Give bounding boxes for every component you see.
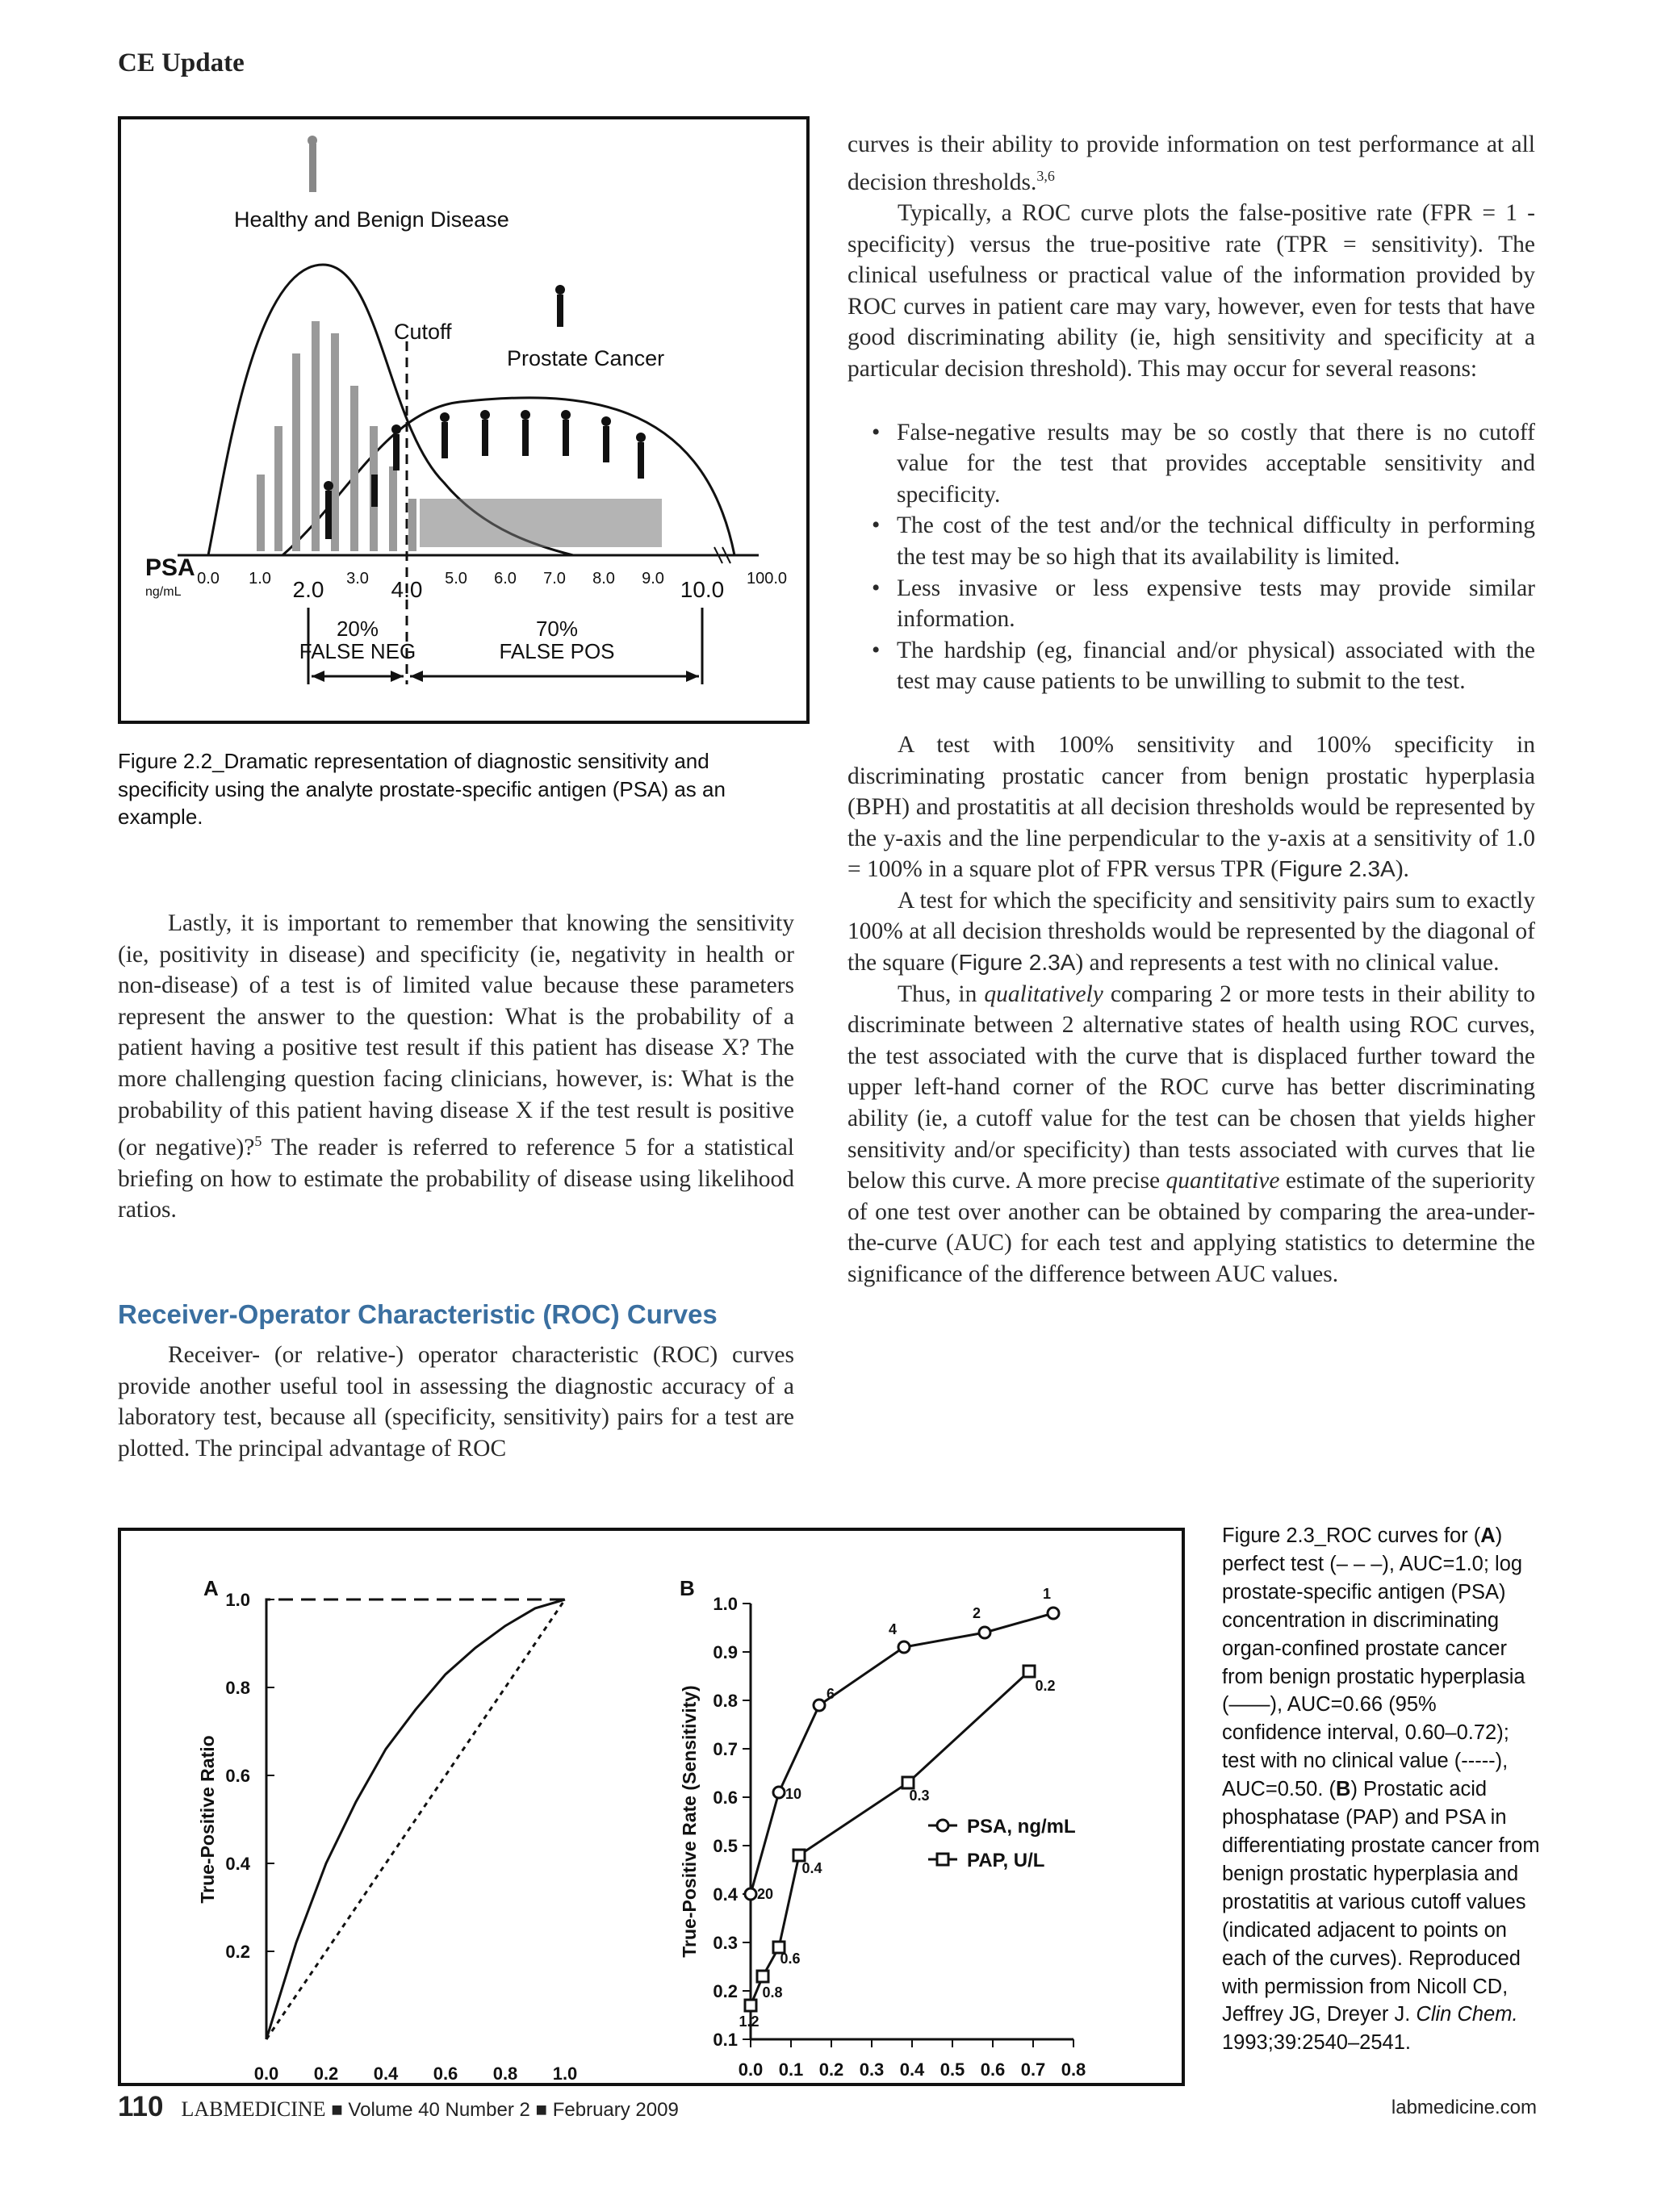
roc-section-heading: Receiver-Operator Characteristic (ROC) Curves <box>118 1299 718 1329</box>
healthy-person-icon <box>308 136 317 192</box>
tick-1: 1.0 <box>249 570 271 587</box>
tick-9: 9.0 <box>642 570 664 587</box>
cutoff-value-label: 10 <box>785 1786 802 1802</box>
svg-text:B: B <box>680 1576 695 1600</box>
right-paragraph-1: curves is their ability to provide information on test performance at all decision thresholds.$^{3,6}$ <box>847 132 1535 195</box>
cutoff-value-label: 4 <box>888 1621 898 1637</box>
panel-b-y-label: True-Positive Rate (Sensitivity) <box>679 1685 700 1958</box>
panel-b-x-tick-label: 0.0 <box>738 2059 764 2080</box>
pap-point <box>757 1971 768 1982</box>
panel-a-y-tick-label: 0.8 <box>225 1678 250 1698</box>
pap-point <box>745 2000 756 2011</box>
right-paragraph-4: A test for which the specificity and sensitivity pairs sum to exactly 100% at all decision thresholds would be represented by the diagonal of the square (Figure 2.3A) and represents a test with no clinical value. <box>847 887 1535 976</box>
psa-point <box>898 1641 910 1653</box>
legend-marker <box>937 1820 948 1831</box>
psa-point <box>814 1700 825 1711</box>
tick-8: 8.0 <box>592 570 615 587</box>
psa-point <box>979 1627 990 1638</box>
footer-left: 110 LABMEDICINE ■ Volume 40 Number 2 ■ February 2009 <box>118 2091 679 2122</box>
figure-2-3 <box>118 1528 1185 2086</box>
roc-charts <box>121 1531 1182 2083</box>
cutoff-value-label: 0.3 <box>909 1788 930 1804</box>
reason-item: • Less invasive or less expensive tests may provide similar information. <box>847 573 1535 635</box>
panel-b-y-tick-label: 0.5 <box>713 1836 738 1856</box>
figure-2-3-caption: Figure 2.3_ROC curves for (A) perfect test (– – –), AUC=1.0; log prostate-specific antigen (PSA) concentration in discriminating organ-confined prostate cancer from benign prostatic hyperplasia (——), AUC=0.66 (95% confidence interval, 0.60–0.72); test with no clinical value (-----), AUC=0.50. (B) Prostatic acid phosphatase (PAP) and PSA in differentiating prostate cancer from benign prostatic hyperplasia and prostatitis at various cutoff values (indicated adjacent to points on each of the curves). Reproduced with permission from Nicoll CD, Jeffrey JG, Dreyer J. Clin Chem. 1993;39:2540–2541. <box>1222 1524 1540 2055</box>
section-header: CE Update <box>118 48 245 77</box>
panel-a-y-tick-label: 1.0 <box>225 1590 250 1610</box>
panel-b-x-tick-label: 0.4 <box>899 2059 925 2080</box>
figure-2-2 <box>118 116 810 724</box>
tick-2: 2.0 <box>292 577 324 602</box>
tick-6: 6.0 <box>494 570 517 587</box>
panel-b-x-tick-label: 0.5 <box>939 2059 965 2080</box>
panel-a-x-tick-label: 0.6 <box>433 2064 458 2083</box>
right-paragraph-2: Typically, a ROC curve plots the false-positive rate (FPR = 1 - specificity) versus the true-positive rate (TPR = sensitivity). The clinical usefulness or practical value of the information provided by ROC curves in patient care may vary, however, even for tests that have good discriminating ability (ie, high sensitivity and specificity at a particular decision threshold). This may occur for several reasons: <box>847 200 1535 382</box>
panel-a-series-line <box>266 1599 565 2039</box>
panel-a-y-tick-label: 0.6 <box>225 1766 250 1786</box>
cutoff-value-label: 2 <box>972 1605 981 1621</box>
issue-date: February 2009 <box>552 2099 679 2121</box>
panel-b-x-tick-label: 0.1 <box>778 2059 804 2080</box>
panel-a-x-tick-label: 0.0 <box>253 2064 279 2083</box>
tick-7: 7.0 <box>543 570 566 587</box>
panel-b-y-tick-label: 0.6 <box>713 1788 738 1808</box>
panel-b-x-tick-label: 0.6 <box>980 2059 1006 2080</box>
false-neg-pct: 20% <box>336 617 379 641</box>
cancer-population-band <box>420 499 662 547</box>
panel-a <box>197 1590 577 2083</box>
cutoff-value-label: 1 <box>1042 1586 1052 1602</box>
cutoff-value-label: 0.2 <box>1035 1678 1056 1694</box>
tick-4: 4.0 <box>391 577 423 602</box>
cancer-person-icon <box>555 285 565 327</box>
issue: Volume 40 Number 2 <box>348 2099 530 2121</box>
pap-point <box>902 1777 914 1788</box>
cancer-label: Prostate Cancer <box>507 346 665 370</box>
panel-b-x-tick-label: 0.7 <box>1020 2059 1046 2080</box>
left-paragraph-2: Receiver- (or relative-) operator characteristic (ROC) curves provide another useful tool in assessing the diagnostic accuracy of a laboratory test, because all (specificity, sensitivity) pairs for a test are plotted. The principal advantage of ROC <box>118 1342 794 1461</box>
panel-b-y-tick-label: 0.4 <box>713 1884 738 1905</box>
tick-3: 3.0 <box>346 570 369 587</box>
panel-b <box>679 1586 1086 2083</box>
panel-a-x-tick-label: 0.2 <box>313 2064 339 2083</box>
panel-b-y-tick-label: 0.7 <box>713 1739 738 1759</box>
website: labmedicine.com <box>1391 2097 1537 2118</box>
cutoff-value-label: 0.4 <box>801 1860 822 1876</box>
panel-b-y-tick-label: 0.8 <box>713 1691 738 1711</box>
panel-b-y-tick-label: 0.3 <box>713 1933 738 1953</box>
psa-axis-unit: ng/mL <box>145 585 182 599</box>
panel-a-x-tick-label: 0.8 <box>492 2064 518 2083</box>
legend-label: PSA, ng/mL <box>967 1816 1076 1838</box>
tick-11: 100.0 <box>746 570 788 587</box>
magazine-name: LABMEDICINE <box>181 2097 326 2121</box>
svg-text:A: A <box>203 1576 219 1600</box>
panel-b-y-tick-label: 0.1 <box>713 2030 738 2050</box>
panel-b-x-tick-label: 0.3 <box>859 2059 885 2080</box>
reasons-list <box>847 417 1535 697</box>
psa-point <box>773 1787 785 1798</box>
cutoff-label: Cutoff <box>394 320 452 344</box>
tick-10: 10.0 <box>680 577 725 602</box>
panel-a-y-tick-label: 0.4 <box>225 1854 250 1874</box>
panel-a-y-tick-label: 0.2 <box>225 1942 250 1962</box>
tick-0: 0.0 <box>197 570 220 587</box>
reason-item: • False-negative results may be so costly that there is no cutoff value for the test that provides acceptable sensitivity and specificity. <box>847 417 1535 511</box>
panel-b-y-tick-label: 0.2 <box>713 1981 738 2001</box>
false-neg-label: FALSE NEG <box>299 639 416 663</box>
panel-a-x-tick-label: 0.4 <box>373 2064 399 2083</box>
psa-point <box>745 1888 756 1900</box>
panel-b-y-tick-label: 0.9 <box>713 1642 738 1662</box>
cutoff-value-label: 0.6 <box>780 1951 801 1967</box>
cutoff-value-label: 6 <box>826 1686 835 1702</box>
healthy-label: Healthy and Benign Disease <box>234 207 509 232</box>
pap-point <box>1023 1666 1035 1677</box>
psa-point <box>1048 1608 1059 1619</box>
right-paragraph-5: Thus, in qualitatively comparing 2 or more tests in their ability to discriminate between 2 alternative states of health using ROC curves, the test associated with the curve that is displaced further toward the upper left-hand corner of the ROC curve has better discriminating ability (ie, a cutoff value for the test can be chosen that yields higher sensitivity and/or specificity) than tests associated with curves that lie below this curve. A more precise quantitative estimate of the superiority of one test over another can be obtained by comparing the area-under-the-curve (AUC) for each test and applying statistics to determine the significance of the difference between AUC values. <box>847 981 1536 1288</box>
page-number: 110 <box>118 2091 164 2122</box>
panel-a-x-tick-label: 1.0 <box>552 2064 578 2083</box>
figure-2-2-caption: Figure 2.2_Dramatic representation of diagnostic sensitivity and specificity using the analyte prostate-specific antigen (PSA) as an example. <box>118 749 726 829</box>
cutoff-value-label: 0.8 <box>762 1984 783 2001</box>
tick-5: 5.0 <box>445 570 467 587</box>
psa-axis-label: PSA <box>145 554 195 581</box>
right-paragraph-3: A test with 100% sensitivity and 100% specificity in discriminating prostatic cancer from benign prostatic hyperplasia (BPH) and prostatitis at all decision thresholds would be represented by the y-axis and the line perpendicular to the y-axis at a sensitivity of 1.0 = 100% in a square plot of FPR versus TPR (Figure 2.3A). <box>847 731 1535 883</box>
legend-marker <box>937 1854 948 1865</box>
pap-point <box>793 1850 805 1861</box>
panel-b-y-tick-label: 1.0 <box>713 1594 738 1614</box>
cutoff-value-label: 1.2 <box>739 2013 760 2030</box>
false-pos-pct: 70% <box>535 617 579 641</box>
panel-b-x-tick-label: 0.8 <box>1061 2059 1086 2080</box>
cutoff-value-label: 20 <box>756 1886 774 1902</box>
psa-distribution-diagram <box>121 119 806 721</box>
reason-item: • The hardship (eg, financial and/or physical) associated with the test may cause patients to be unwilling to submit to the test. <box>847 635 1535 697</box>
legend-label: PAP, U/L <box>967 1850 1045 1871</box>
panel-a-y-label: True-Positive Ratio <box>197 1735 218 1904</box>
panel-b-x-tick-label: 0.2 <box>818 2059 844 2080</box>
reason-item: • The cost of the test and/or the technical difficulty in performing the test may be so high that its availability is limited. <box>847 510 1535 572</box>
left-paragraph-1: Lastly, it is important to remember that knowing the sensitivity (ie, positivity in disease) and specificity (ie, negativity in health or non-disease) of a test is of limited value because these parameters represent the answer to the question: What is the probability of a patient having a positive test result if this patient has disease X? The more challenging question facing clinicians, however, is: What is the probability of this patient having disease X if the test result is positive (or negative)?$^5$ The reader is referred to reference 5 for a statistical briefing on how to estimate the probability of disease using likelihood ratios. <box>118 910 794 1223</box>
false-pos-label: FALSE POS <box>499 639 615 663</box>
